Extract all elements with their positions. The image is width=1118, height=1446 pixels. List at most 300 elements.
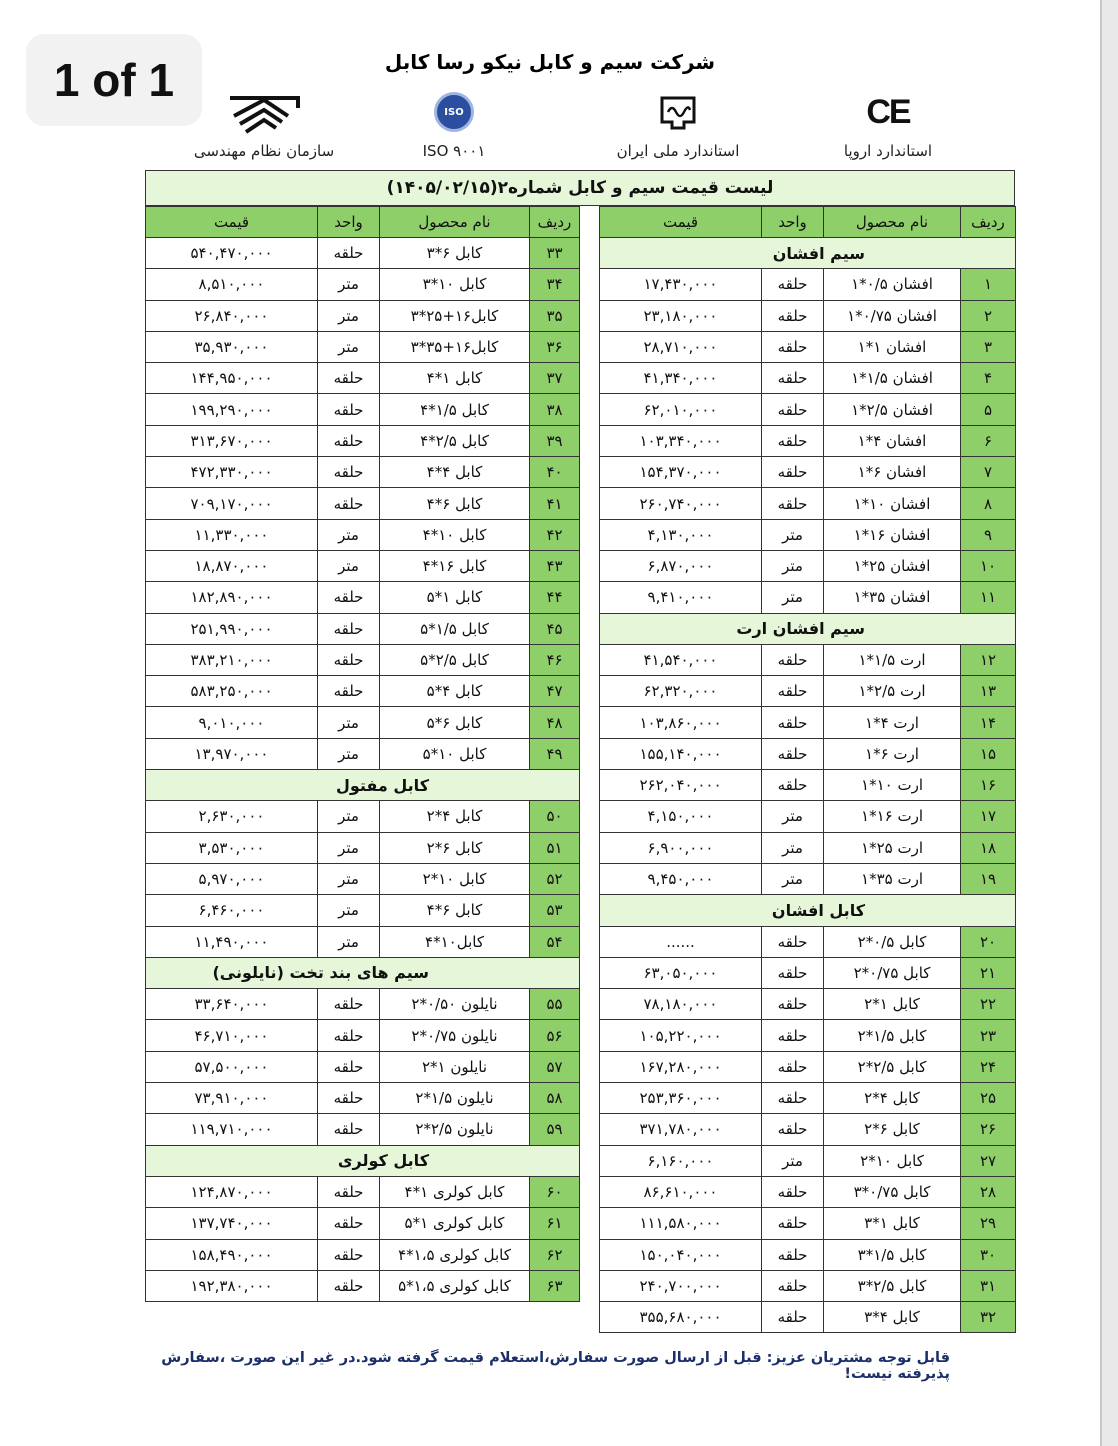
product-name: کابل ۱*۲	[824, 989, 961, 1020]
unit-cell: حلقه	[762, 1020, 824, 1051]
price-cell: ۴,۱۳۰,۰۰۰	[600, 519, 762, 550]
price-cell: ۱۵۵,۱۴۰,۰۰۰	[600, 738, 762, 769]
row-number: ۳۲	[961, 1302, 1016, 1333]
unit-cell: حلقه	[762, 1114, 824, 1145]
unit-cell: حلقه	[318, 488, 380, 519]
unit-cell: حلقه	[318, 989, 380, 1020]
header-row: ردیف	[530, 207, 580, 238]
price-cell: ۱۹۲,۳۸۰,۰۰۰	[146, 1270, 318, 1301]
price-cell: ۵۴۰,۴۷۰,۰۰۰	[146, 238, 318, 269]
product-name: ارت ۱۰*۱	[824, 770, 961, 801]
cert-iso	[364, 88, 544, 160]
row-number: ۲۶	[961, 1114, 1016, 1145]
section-row	[146, 957, 580, 988]
price-cell: ۹,۴۵۰,۰۰۰	[600, 863, 762, 894]
row-number: ۱۶	[961, 770, 1016, 801]
table-row	[600, 1145, 1016, 1176]
product-name: کابل ۶*۲	[380, 832, 530, 863]
row-number: ۱۳	[961, 676, 1016, 707]
product-name: کابل ۱*۵	[380, 582, 530, 613]
product-name: کابل۱۶+۲۵*۳	[380, 300, 530, 331]
price-cell: ۳۵۵,۶۸۰,۰۰۰	[600, 1302, 762, 1333]
row-number: ۲	[961, 300, 1016, 331]
iso-badge-icon: ISO	[434, 92, 474, 132]
row-number: ۴۸	[530, 707, 580, 738]
header-row: ردیف	[961, 207, 1016, 238]
table-row	[146, 1051, 580, 1082]
table-row	[600, 1020, 1016, 1051]
product-name: ارت ۴*۱	[824, 707, 961, 738]
table-row	[600, 1208, 1016, 1239]
unit-cell: حلقه	[318, 1270, 380, 1301]
unit-cell: حلقه	[762, 331, 824, 362]
price-cell: ۶۲,۰۱۰,۰۰۰	[600, 394, 762, 425]
unit-cell: حلقه	[762, 957, 824, 988]
price-cell: ۹,۰۱۰,۰۰۰	[146, 707, 318, 738]
product-name: کابل ۱۰*۴	[380, 519, 530, 550]
table-row	[146, 832, 580, 863]
unit-cell: متر	[762, 519, 824, 550]
product-name: افشان ۴*۱	[824, 425, 961, 456]
unit-cell: حلقه	[318, 238, 380, 269]
table-row	[146, 457, 580, 488]
price-cell: ۲۶۰,۷۴۰,۰۰۰	[600, 488, 762, 519]
header-price: قیمت	[600, 207, 762, 238]
price-cell: ۹,۴۱۰,۰۰۰	[600, 582, 762, 613]
product-name: کابل ۶*۵	[380, 707, 530, 738]
row-number: ۳۴	[530, 269, 580, 300]
price-cell: ۱۵۴,۳۷۰,۰۰۰	[600, 457, 762, 488]
row-number: ۴۵	[530, 613, 580, 644]
table-row	[146, 1083, 580, 1114]
product-name: کابل ۱/۵*۲	[824, 1020, 961, 1051]
section-title: کابل افشان	[600, 895, 1016, 926]
product-name: کابل ۱*۳	[824, 1208, 961, 1239]
list-title: لیست قیمت سیم و کابل شماره۲(۱۴۰۵/۰۲/۱۵)	[145, 170, 1015, 206]
price-cell: ۵۸۳,۲۵۰,۰۰۰	[146, 676, 318, 707]
price-cell: ۷۸,۱۸۰,۰۰۰	[600, 989, 762, 1020]
product-name: کابل ۰/۷۵*۲	[824, 957, 961, 988]
product-name: افشان ۱۰*۱	[824, 488, 961, 519]
row-number: ۱۹	[961, 863, 1016, 894]
row-number: ۱۴	[961, 707, 1016, 738]
product-name: افشان ۲/۵*۱	[824, 394, 961, 425]
price-cell: ۵,۹۷۰,۰۰۰	[146, 863, 318, 894]
price-cell: ۳۱۳,۶۷۰,۰۰۰	[146, 425, 318, 456]
section-title: سیم های بند تخت (نایلونی)	[146, 957, 580, 988]
table-row	[600, 770, 1016, 801]
unit-cell: حلقه	[762, 770, 824, 801]
price-cell: ۲۳,۱۸۰,۰۰۰	[600, 300, 762, 331]
price-cell: ۶,۴۶۰,۰۰۰	[146, 895, 318, 926]
table-row	[146, 926, 580, 957]
cert-ce	[798, 88, 978, 160]
row-number: ۵۳	[530, 895, 580, 926]
product-name: کابل ۲/۵*۵	[380, 644, 530, 675]
price-cell: ۶,۱۶۰,۰۰۰	[600, 1145, 762, 1176]
engineering-org-icon	[224, 90, 304, 134]
row-number: ۵۱	[530, 832, 580, 863]
unit-cell: متر	[762, 863, 824, 894]
unit-cell: متر	[762, 582, 824, 613]
table-row	[146, 425, 580, 456]
unit-cell: حلقه	[318, 394, 380, 425]
product-name: کابل ۱۰*۲	[824, 1145, 961, 1176]
table-row	[146, 1270, 580, 1301]
unit-cell: حلقه	[318, 457, 380, 488]
product-name: افشان ۳۵*۱	[824, 582, 961, 613]
section-title: سیم افشان	[600, 238, 1016, 269]
row-number: ۱۰	[961, 550, 1016, 581]
row-number: ۶۲	[530, 1239, 580, 1270]
table-row	[146, 363, 580, 394]
cert-ce-caption: استاندارد اروپا	[843, 142, 933, 160]
product-name: افشان ۲۵*۱	[824, 550, 961, 581]
row-number: ۲۸	[961, 1176, 1016, 1207]
product-name: کابل ۱/۵*۵	[380, 613, 530, 644]
price-cell: ۳۵,۹۳۰,۰۰۰	[146, 331, 318, 362]
unit-cell: حلقه	[318, 1176, 380, 1207]
header-unit: واحد	[318, 207, 380, 238]
table-row	[146, 550, 580, 581]
price-cell: ۳۸۳,۲۱۰,۰۰۰	[146, 644, 318, 675]
price-cell: ۱۴۴,۹۵۰,۰۰۰	[146, 363, 318, 394]
section-row	[600, 613, 1016, 644]
price-cell: ۲۴۰,۷۰۰,۰۰۰	[600, 1270, 762, 1301]
table-row	[600, 863, 1016, 894]
row-number: ۵۵	[530, 989, 580, 1020]
product-name: ارت ۲۵*۱	[824, 832, 961, 863]
product-name: افشان ۱*۱	[824, 331, 961, 362]
product-name: کابل ۱*۴	[380, 363, 530, 394]
cert-iran-caption: استاندارد ملی ایران	[616, 142, 740, 160]
product-name: کابل۱۰*۴	[380, 926, 530, 957]
unit-cell: حلقه	[762, 457, 824, 488]
product-name: افشان ۱/۵*۱	[824, 363, 961, 394]
product-name: کابل کولری ۱،۵*۵	[380, 1270, 530, 1301]
row-number: ۴۴	[530, 582, 580, 613]
row-number: ۳	[961, 331, 1016, 362]
row-number: ۷	[961, 457, 1016, 488]
price-table-left	[145, 206, 580, 1302]
product-name: کابل ۴*۵	[380, 676, 530, 707]
unit-cell: متر	[318, 738, 380, 769]
unit-cell: حلقه	[762, 644, 824, 675]
cert-iso-caption: ISO ۹۰۰۱	[422, 142, 486, 160]
price-cell: ۱۰۵,۲۲۰,۰۰۰	[600, 1020, 762, 1051]
price-cell: ۸,۵۱۰,۰۰۰	[146, 269, 318, 300]
product-name: کابل ۲/۵*۴	[380, 425, 530, 456]
price-cell: ۲۵۱,۹۹۰,۰۰۰	[146, 613, 318, 644]
unit-cell: متر	[318, 300, 380, 331]
cert-eng-caption: سازمان نظام مهندسی	[193, 142, 335, 160]
table-row	[146, 300, 580, 331]
table-row	[600, 331, 1016, 362]
table-row	[600, 644, 1016, 675]
table-row	[600, 488, 1016, 519]
product-name: نایلون ۱/۵*۲	[380, 1083, 530, 1114]
product-name: کابل ۱/۵*۳	[824, 1239, 961, 1270]
table-row	[146, 1239, 580, 1270]
header-name: نام محصول	[380, 207, 530, 238]
price-cell: ۱۵۰,۰۴۰,۰۰۰	[600, 1239, 762, 1270]
price-cell: ۱۱۹,۷۱۰,۰۰۰	[146, 1114, 318, 1145]
row-number: ۳۵	[530, 300, 580, 331]
table-row	[600, 300, 1016, 331]
row-number: ۱۱	[961, 582, 1016, 613]
price-cell: ۲۵۳,۳۶۰,۰۰۰	[600, 1083, 762, 1114]
product-name: کابل ۱۶*۴	[380, 550, 530, 581]
table-row	[146, 895, 580, 926]
row-number: ۴۷	[530, 676, 580, 707]
row-number: ۵۴	[530, 926, 580, 957]
unit-cell: متر	[762, 550, 824, 581]
row-number: ۵	[961, 394, 1016, 425]
product-name: کابل ۲/۵*۲	[824, 1051, 961, 1082]
page-indicator: 1 of 1	[26, 34, 202, 126]
unit-cell: حلقه	[762, 1302, 824, 1333]
row-number: ۴۱	[530, 488, 580, 519]
product-name: کابل ۰/۵*۲	[824, 926, 961, 957]
row-number: ۶۱	[530, 1208, 580, 1239]
row-number: ۵۷	[530, 1051, 580, 1082]
row-number: ۱	[961, 269, 1016, 300]
table-row	[600, 1051, 1016, 1082]
row-number: ۱۵	[961, 738, 1016, 769]
row-number: ۳۳	[530, 238, 580, 269]
price-table-right	[599, 206, 1016, 1333]
section-title: کابل کولری	[146, 1145, 580, 1176]
row-number: ۴۶	[530, 644, 580, 675]
product-name: نایلون ۲/۵*۲	[380, 1114, 530, 1145]
table-row	[146, 269, 580, 300]
section-row	[146, 1145, 580, 1176]
price-cell: ۱۱۱,۵۸۰,۰۰۰	[600, 1208, 762, 1239]
table-row	[600, 1083, 1016, 1114]
table-row	[600, 425, 1016, 456]
unit-cell: حلقه	[318, 1114, 380, 1145]
row-number: ۲۹	[961, 1208, 1016, 1239]
unit-cell: متر	[318, 926, 380, 957]
row-number: ۳۶	[530, 331, 580, 362]
price-cell: ۱۵۸,۴۹۰,۰۰۰	[146, 1239, 318, 1270]
product-name: نایلون ۱*۲	[380, 1051, 530, 1082]
unit-cell: حلقه	[318, 1020, 380, 1051]
price-cell: ۱۱,۳۳۰,۰۰۰	[146, 519, 318, 550]
table-row	[146, 1114, 580, 1145]
row-number: ۴۳	[530, 550, 580, 581]
unit-cell: حلقه	[762, 488, 824, 519]
row-number: ۵۰	[530, 801, 580, 832]
product-name: افشان ۶*۱	[824, 457, 961, 488]
product-name: کابل ۴*۲	[824, 1083, 961, 1114]
row-number: ۲۴	[961, 1051, 1016, 1082]
row-number: ۱۸	[961, 832, 1016, 863]
price-cell: ۴۷۲,۳۳۰,۰۰۰	[146, 457, 318, 488]
unit-cell: حلقه	[762, 1051, 824, 1082]
table-row	[600, 394, 1016, 425]
unit-cell: حلقه	[318, 582, 380, 613]
row-number: ۴	[961, 363, 1016, 394]
unit-cell: متر	[318, 331, 380, 362]
row-number: ۵۹	[530, 1114, 580, 1145]
table-row	[146, 582, 580, 613]
table-row	[146, 488, 580, 519]
unit-cell: حلقه	[762, 1083, 824, 1114]
unit-cell: متر	[762, 832, 824, 863]
table-row	[146, 1020, 580, 1051]
table-row	[600, 582, 1016, 613]
row-number: ۹	[961, 519, 1016, 550]
cert-engineering-org	[174, 88, 354, 160]
unit-cell: حلقه	[762, 269, 824, 300]
product-name: کابل ۱۰*۲	[380, 863, 530, 894]
product-name: نایلون ۰/۷۵*۲	[380, 1020, 530, 1051]
unit-cell: متر	[762, 801, 824, 832]
unit-cell: حلقه	[762, 363, 824, 394]
company-title: شرکت سیم و کابل نیکو رسا کابل	[384, 50, 716, 74]
table-row	[146, 801, 580, 832]
table-row	[600, 801, 1016, 832]
unit-cell: حلقه	[318, 613, 380, 644]
product-name: کابل ۱۰*۵	[380, 738, 530, 769]
table-row	[146, 989, 580, 1020]
section-title: کابل مفتول	[146, 770, 580, 801]
row-number: ۳۹	[530, 425, 580, 456]
product-name: کابل ۶*۴	[380, 488, 530, 519]
unit-cell: متر	[318, 832, 380, 863]
product-name: افشان ۱۶*۱	[824, 519, 961, 550]
unit-cell: حلقه	[762, 1239, 824, 1270]
section-title: سیم افشان ارت	[600, 613, 1016, 644]
table-row	[600, 1176, 1016, 1207]
unit-cell: حلقه	[762, 989, 824, 1020]
unit-cell: حلقه	[318, 1051, 380, 1082]
row-number: ۶	[961, 425, 1016, 456]
row-number: ۳۷	[530, 363, 580, 394]
iran-standard-icon	[654, 92, 702, 132]
product-name: ارت ۲/۵*۱	[824, 676, 961, 707]
price-cell: ۴۱,۳۴۰,۰۰۰	[600, 363, 762, 394]
product-name: ارت ۳۵*۱	[824, 863, 961, 894]
price-cell: ۱۹۹,۲۹۰,۰۰۰	[146, 394, 318, 425]
table-row	[146, 863, 580, 894]
unit-cell: حلقه	[762, 394, 824, 425]
product-name: کابل ۲/۵*۳	[824, 1270, 961, 1301]
header-price: قیمت	[146, 207, 318, 238]
row-number: ۱۲	[961, 644, 1016, 675]
price-cell: ۱۷,۴۳۰,۰۰۰	[600, 269, 762, 300]
table-row	[600, 550, 1016, 581]
price-cell: ۱۸,۸۷۰,۰۰۰	[146, 550, 318, 581]
table-row	[146, 1176, 580, 1207]
table-row	[600, 957, 1016, 988]
price-cell: ۶۳,۰۵۰,۰۰۰	[600, 957, 762, 988]
unit-cell: حلقه	[318, 425, 380, 456]
price-cell: ۱۸۲,۸۹۰,۰۰۰	[146, 582, 318, 613]
product-name: ارت ۱/۵*۱	[824, 644, 961, 675]
section-row	[146, 770, 580, 801]
product-name: کابل ۱۰*۳	[380, 269, 530, 300]
unit-cell: حلقه	[762, 300, 824, 331]
row-number: ۲۷	[961, 1145, 1016, 1176]
product-name: کابل کولری ۱*۴	[380, 1176, 530, 1207]
product-name: ارت ۱۶*۱	[824, 801, 961, 832]
unit-cell: حلقه	[762, 1270, 824, 1301]
footer-note: قابل توجه مشتریان عزیز: قبل از ارسال صورت سفارش،استعلام قیمت گرفته شود.در غیر این صورت ،سفارش پذیرفته نیست!	[161, 1350, 950, 1382]
table-row	[600, 363, 1016, 394]
product-name: کابل ۴*۳	[824, 1302, 961, 1333]
unit-cell: متر	[318, 550, 380, 581]
table-row	[146, 519, 580, 550]
unit-cell: متر	[318, 707, 380, 738]
product-name: کابل۱۶+۳۵*۳	[380, 331, 530, 362]
unit-cell: حلقه	[318, 363, 380, 394]
price-cell: ۲۸,۷۱۰,۰۰۰	[600, 331, 762, 362]
product-name: کابل کولری ۱،۵*۴	[380, 1239, 530, 1270]
unit-cell: حلقه	[318, 1239, 380, 1270]
ce-mark-icon: CE	[866, 92, 910, 131]
row-number: ۶۳	[530, 1270, 580, 1301]
unit-cell: متر	[318, 519, 380, 550]
product-name: کابل ۶*۴	[380, 895, 530, 926]
price-cell: ۳,۵۳۰,۰۰۰	[146, 832, 318, 863]
price-cell: ۴۶,۷۱۰,۰۰۰	[146, 1020, 318, 1051]
product-name: کابل کولری ۱*۵	[380, 1208, 530, 1239]
table-row	[146, 1208, 580, 1239]
section-row	[600, 238, 1016, 269]
table-row	[600, 1302, 1016, 1333]
row-number: ۲۰	[961, 926, 1016, 957]
unit-cell: حلقه	[318, 1208, 380, 1239]
row-number: ۳۸	[530, 394, 580, 425]
row-number: ۵۸	[530, 1083, 580, 1114]
product-name: کابل ۶*۳	[380, 238, 530, 269]
table-row	[146, 707, 580, 738]
price-cell: ۴,۱۵۰,۰۰۰	[600, 801, 762, 832]
price-cell: ۶,۹۰۰,۰۰۰	[600, 832, 762, 863]
row-number: ۳۰	[961, 1239, 1016, 1270]
row-number: ۲۳	[961, 1020, 1016, 1051]
price-cell: ۱۳۷,۷۴۰,۰۰۰	[146, 1208, 318, 1239]
product-name: ارت ۶*۱	[824, 738, 961, 769]
price-cell: ۸۶,۶۱۰,۰۰۰	[600, 1176, 762, 1207]
price-cell: ۱۱,۴۹۰,۰۰۰	[146, 926, 318, 957]
product-name: افشان ۰/۵*۱	[824, 269, 961, 300]
unit-cell: حلقه	[762, 1208, 824, 1239]
row-number: ۴۹	[530, 738, 580, 769]
unit-cell: متر	[762, 1145, 824, 1176]
unit-cell: حلقه	[762, 425, 824, 456]
product-name: افشان ۰/۷۵*۱	[824, 300, 961, 331]
table-row	[146, 738, 580, 769]
unit-cell: متر	[318, 895, 380, 926]
section-row	[600, 895, 1016, 926]
row-number: ۴۲	[530, 519, 580, 550]
table-row	[600, 269, 1016, 300]
unit-cell: حلقه	[762, 738, 824, 769]
table-row	[600, 707, 1016, 738]
row-number: ۲۲	[961, 989, 1016, 1020]
table-row	[600, 676, 1016, 707]
table-row	[600, 519, 1016, 550]
product-name: کابل ۰/۷۵*۳	[824, 1176, 961, 1207]
unit-cell: حلقه	[318, 1083, 380, 1114]
row-number: ۲۱	[961, 957, 1016, 988]
price-cell: ۱۰۳,۳۴۰,۰۰۰	[600, 425, 762, 456]
unit-cell: متر	[318, 863, 380, 894]
row-number: ۶۰	[530, 1176, 580, 1207]
